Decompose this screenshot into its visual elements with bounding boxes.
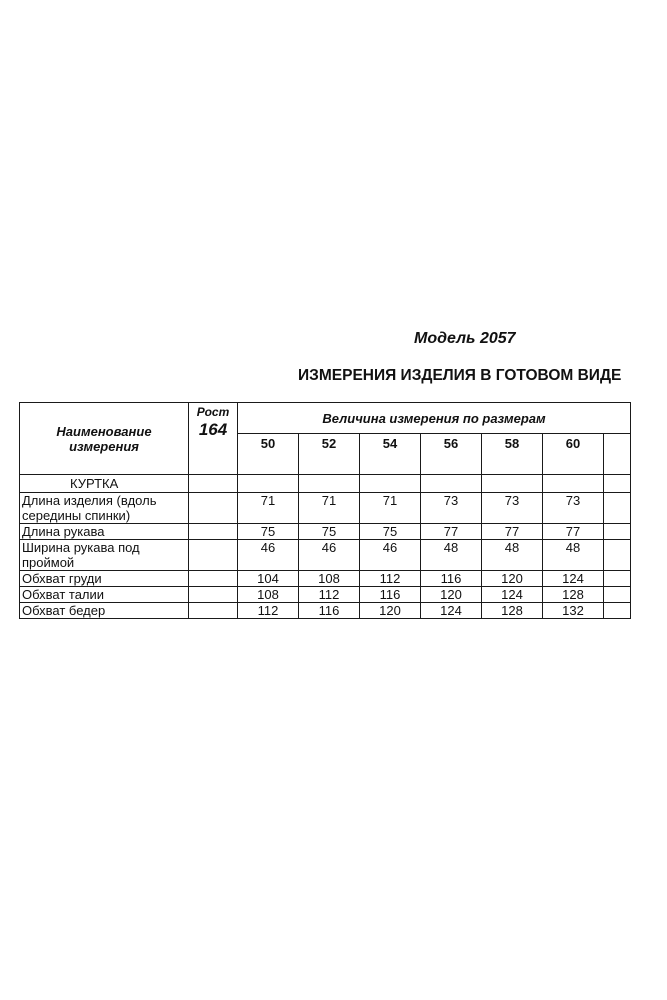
sizes-span-header: Величина измерения по размерам <box>238 403 631 434</box>
table-cell: 112 <box>360 571 421 587</box>
table-cell <box>360 475 421 493</box>
rost-cell <box>189 540 238 571</box>
row-name: Обхват бедер <box>20 603 189 619</box>
rost-cell <box>189 493 238 524</box>
section-label: КУРТКА <box>20 475 189 493</box>
table-row <box>20 571 631 587</box>
table-cell: 77 <box>421 524 482 540</box>
table-cell: 46 <box>360 540 421 571</box>
row-name: Длина рукава <box>20 524 189 540</box>
row-name: Ширина рукава под проймой <box>20 540 189 571</box>
table-row <box>20 587 631 603</box>
row-name: Обхват талии <box>20 587 189 603</box>
table-cell: 116 <box>421 571 482 587</box>
table-cell <box>604 603 631 619</box>
table-cell: 128 <box>482 603 543 619</box>
size-header: 58 <box>482 434 543 475</box>
table-cell: 112 <box>299 587 360 603</box>
table-cell: 116 <box>360 587 421 603</box>
table-cell: 75 <box>360 524 421 540</box>
rost-cell <box>189 603 238 619</box>
table-cell: 116 <box>299 603 360 619</box>
header-row <box>20 403 631 434</box>
rost-cell <box>189 571 238 587</box>
table-cell: 124 <box>421 603 482 619</box>
table-cell <box>482 475 543 493</box>
row-name: Длина изделия (вдоль середины спинки) <box>20 493 189 524</box>
table-cell: 71 <box>299 493 360 524</box>
table-cell: 71 <box>238 493 299 524</box>
table-cell <box>604 524 631 540</box>
table-cell: 73 <box>482 493 543 524</box>
table-cell <box>238 475 299 493</box>
size-header <box>604 434 631 475</box>
model-title: Модель 2057 <box>414 330 516 347</box>
table-row <box>20 540 631 571</box>
table-cell <box>604 475 631 493</box>
table-cell: 46 <box>299 540 360 571</box>
table-cell: 108 <box>299 571 360 587</box>
table-cell: 108 <box>238 587 299 603</box>
section-row <box>20 475 631 493</box>
table-cell <box>604 493 631 524</box>
rost-cell <box>189 587 238 603</box>
table-cell: 46 <box>238 540 299 571</box>
table-cell: 73 <box>421 493 482 524</box>
table-cell <box>604 540 631 571</box>
measurements-table <box>19 402 631 619</box>
rost-label: Рост <box>196 405 230 419</box>
table-cell <box>604 587 631 603</box>
table-cell: 48 <box>482 540 543 571</box>
size-header: 52 <box>299 434 360 475</box>
table-cell: 48 <box>543 540 604 571</box>
table-cell: 104 <box>238 571 299 587</box>
table-cell: 75 <box>238 524 299 540</box>
table-cell: 120 <box>482 571 543 587</box>
name-column-header: Наименование измерения <box>20 403 189 475</box>
rost-value: 164 <box>198 420 228 439</box>
table-cell <box>299 475 360 493</box>
table-row <box>20 524 631 540</box>
table-cell: 77 <box>543 524 604 540</box>
table-cell <box>189 475 238 493</box>
row-name: Обхват груди <box>20 571 189 587</box>
table-cell <box>604 571 631 587</box>
table-cell: 128 <box>543 587 604 603</box>
table-row <box>20 493 631 524</box>
table-cell: 73 <box>543 493 604 524</box>
table-cell: 48 <box>421 540 482 571</box>
table-cell <box>543 475 604 493</box>
size-header: 50 <box>238 434 299 475</box>
table-cell: 77 <box>482 524 543 540</box>
table-row <box>20 603 631 619</box>
size-header: 60 <box>543 434 604 475</box>
table-cell: 71 <box>360 493 421 524</box>
rost-cell <box>189 524 238 540</box>
table-cell: 120 <box>360 603 421 619</box>
table-cell: 132 <box>543 603 604 619</box>
document-title: ИЗМЕРЕНИЯ ИЗДЕЛИЯ В ГОТОВОМ ВИДЕ <box>298 367 622 384</box>
table-cell: 124 <box>482 587 543 603</box>
table-cell: 75 <box>299 524 360 540</box>
size-header: 56 <box>421 434 482 475</box>
table-cell <box>421 475 482 493</box>
rost-column-header <box>189 403 238 475</box>
size-header: 54 <box>360 434 421 475</box>
table-cell: 120 <box>421 587 482 603</box>
table-cell: 124 <box>543 571 604 587</box>
table-cell: 112 <box>238 603 299 619</box>
